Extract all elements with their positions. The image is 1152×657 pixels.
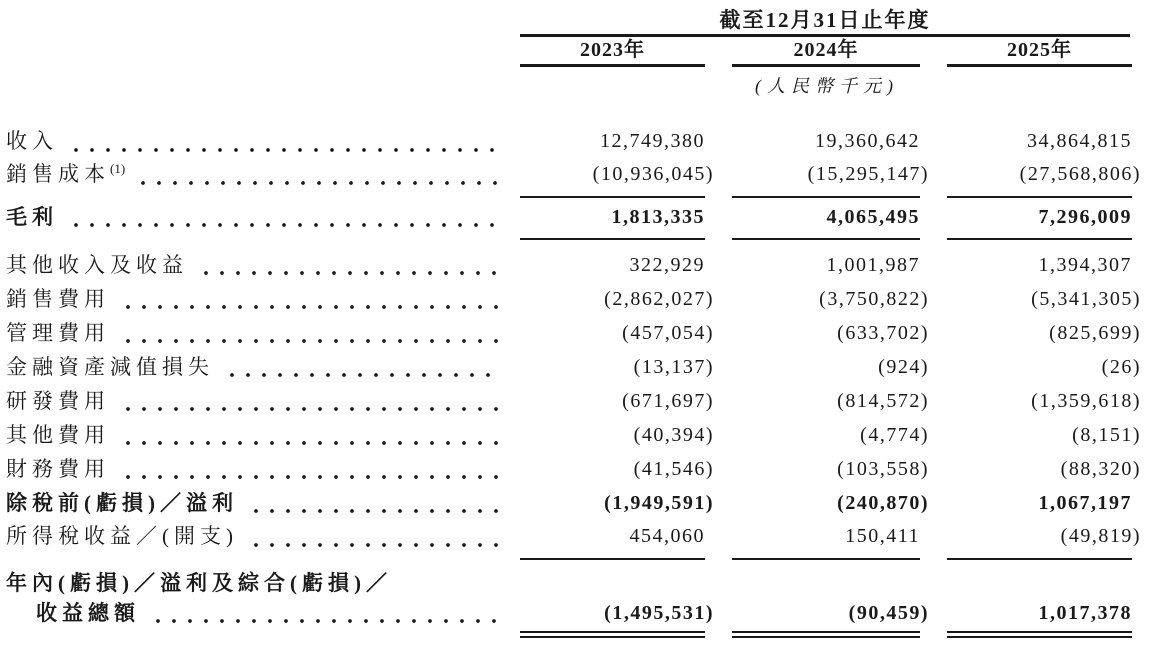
year-header-row [0,37,1152,67]
cell-value: 7,296,009 [1038,206,1132,228]
table-row-gross-profit [0,202,1152,240]
cell-value: (10,936,045) [592,163,714,185]
row-label: 毛利 [6,205,58,229]
cell-value: 454,060 [629,525,705,547]
dot-leader [246,520,498,553]
dot-leader [246,486,498,520]
cell-value: (240,870) [837,492,929,514]
year-column-2023: 2023年 [520,37,705,67]
row-label: 財務費用 [6,457,110,481]
row-label: 除稅前(虧損)／溢利 [6,491,238,515]
cell-value: (27,568,806) [1019,163,1141,185]
row-label: 管理費用 [6,321,110,345]
dot-leader [196,248,498,282]
row-label: 銷售成本 [6,162,110,186]
year-column-2024: 2024年 [732,37,920,67]
cell-value: 1,017,378 [1038,602,1132,624]
cell-value: (1,359,618) [1031,390,1141,412]
dot-leader [222,350,498,384]
dot-leader [118,316,498,350]
cell-value: 4,065,495 [826,206,920,228]
cell-value: (103,558) [837,458,929,480]
row-label: 研發費用 [6,389,110,413]
cell-value: 322,929 [629,254,705,276]
dot-leader [118,452,498,486]
cell-value: (13,137) [633,356,714,378]
cell-value: (15,295,147) [807,163,929,185]
cell-value: (924) [878,356,929,378]
cell-value: (814,572) [837,390,929,412]
dot-leader [66,202,498,233]
row-label: 其他費用 [6,423,110,447]
cell-value: (8,151) [1072,424,1141,446]
dot-leader [133,158,498,191]
cell-value: (1,495,531) [604,602,714,624]
currency-unit-note: (人民幣千元) [755,76,899,96]
row-label: 年內(虧損)／溢利及綜合(虧損)／ [6,571,392,595]
period-header: 截至12月31日止年度 [719,8,931,32]
cell-value: 12,749,380 [600,130,705,152]
row-label: 其他收入及收益 [6,253,188,277]
table-row-income-tax [0,520,1152,560]
row-label: 收益總額 [36,601,140,625]
cell-value: (2,862,027) [604,288,714,310]
table-row-selling-expenses [0,282,1152,316]
table-row-admin-expenses [0,316,1152,350]
table-row-total-label-line1 [0,568,1152,598]
cell-value: 34,864,815 [1027,130,1132,152]
dot-leader [66,125,498,159]
cell-value: (88,320) [1060,458,1141,480]
table-row-total [0,598,1152,638]
row-label: 收入 [6,129,58,153]
cell-value: (825,699) [1049,322,1141,344]
row-label: 銷售費用 [6,287,110,311]
year-column-2025: 2025年 [947,37,1132,67]
cell-value: (5,341,305) [1031,288,1141,310]
row-label: 金融資產減值損失 [6,355,214,379]
table-row-finance-costs [0,452,1152,486]
table-row-other-income [0,248,1152,282]
cell-value: (633,702) [837,322,929,344]
cell-value: (41,546) [633,458,714,480]
table-row-rd-expenses [0,384,1152,418]
table-row-profit-before-tax [0,486,1152,520]
cell-value: (4,774) [860,424,929,446]
cell-value: 1,394,307 [1038,254,1132,276]
cell-value: (1,949,591) [604,492,714,514]
cell-value: (671,697) [622,390,714,412]
dot-leader [118,418,498,452]
cell-value: 1,001,987 [826,254,920,276]
dot-leader [148,598,498,629]
dot-leader [118,384,498,418]
cell-value: (457,054) [622,322,714,344]
cell-value: (40,394) [633,424,714,446]
table-row-revenue [0,125,1152,158]
cell-value: 1,067,197 [1038,492,1132,514]
cell-value: (26) [1101,356,1141,378]
footnote-ref: (1) [110,161,126,176]
table-row-impairment-losses [0,350,1152,384]
cell-value: (3,750,822) [819,288,929,310]
row-label: 所得稅收益／(開支) [6,524,238,548]
cell-value: 150,411 [845,525,920,547]
table-row-cost-of-sales [0,158,1152,198]
dot-leader [118,282,498,316]
cell-value: 19,360,642 [815,130,920,152]
table-row-other-expenses [0,418,1152,452]
cell-value: (90,459) [848,602,929,624]
cell-value: (49,819) [1060,525,1141,547]
cell-value: 1,813,335 [611,206,705,228]
